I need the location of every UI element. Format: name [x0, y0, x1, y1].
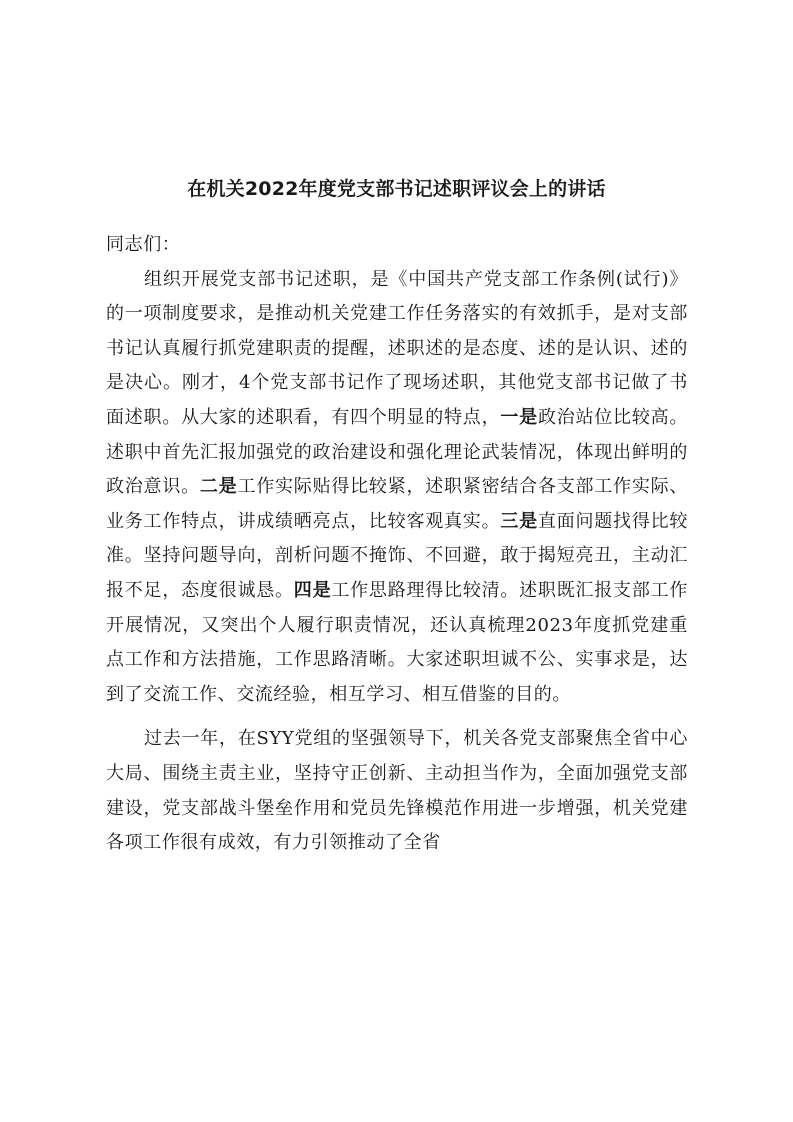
- paragraph-2: 过去一年，在SYY党组的坚强领导下，机关各党支部聚焦全省中心大局、围绕主责主业，坚持守正创新、主动担当作为，全面加强党支部建设，党支部战斗堡垒作用和党员先锋模范作用进一步增强，机关党建各项工作很有成效，有力引领推动了全省: [106, 728, 688, 854]
- point-2-label: 二是: [199, 476, 238, 498]
- point-2-text: 工作实际贴得比较紧，述职紧密结合各支部工作实际、业务工作特点，讲成绩晒亮点，比较客观真实。: [106, 476, 688, 532]
- point-3-text: 直面问题找得比较准。坚持问题导向，剖析问题不掩饰、不回避，敢于揭短亮丑，主动汇报不足，态度很诚恳。: [106, 510, 688, 601]
- document-body: [106, 228, 688, 861]
- document-title: 在机关2022年度党支部书记述职评议会上的讲话: [187, 178, 606, 200]
- point-1-text: 政治站位比较高。述职中首先汇报加强党的政治建设和强化理论武装情况，体现出鲜明的政治意识。: [106, 406, 688, 498]
- point-1-label: 一是: [500, 406, 538, 428]
- paragraph-1-intro: 组织开展党支部书记述职，是《中国共产党支部工作条例(试行)》的一项制度要求，是推动机关党建工作任务落实的有效抓手，是对支部书记认真履行抓党建职责的提醒，述职述的是态度、述的是认识、述的是决心。刚才，4个党支部书记作了现场述职，其他党支部书记做了书面述职。从大家的述职看，有四个明显的特点，: [106, 268, 688, 428]
- paragraph-1: [106, 263, 688, 713]
- point-4-text: 工作思路理得比较清。述职既汇报支部工作开展情况，又突出个人履行职责情况，还认真梳理2023年度抓党建重点工作和方法措施，工作思路清晰。大家述职坦诚不公、实事求是，达到了交流工作、交流经验，相互学习、相互借鉴的目的。: [106, 579, 688, 705]
- point-4-label: 四是: [293, 579, 332, 601]
- salutation: 同志们：: [106, 234, 181, 255]
- point-3-label: 三是: [500, 510, 538, 532]
